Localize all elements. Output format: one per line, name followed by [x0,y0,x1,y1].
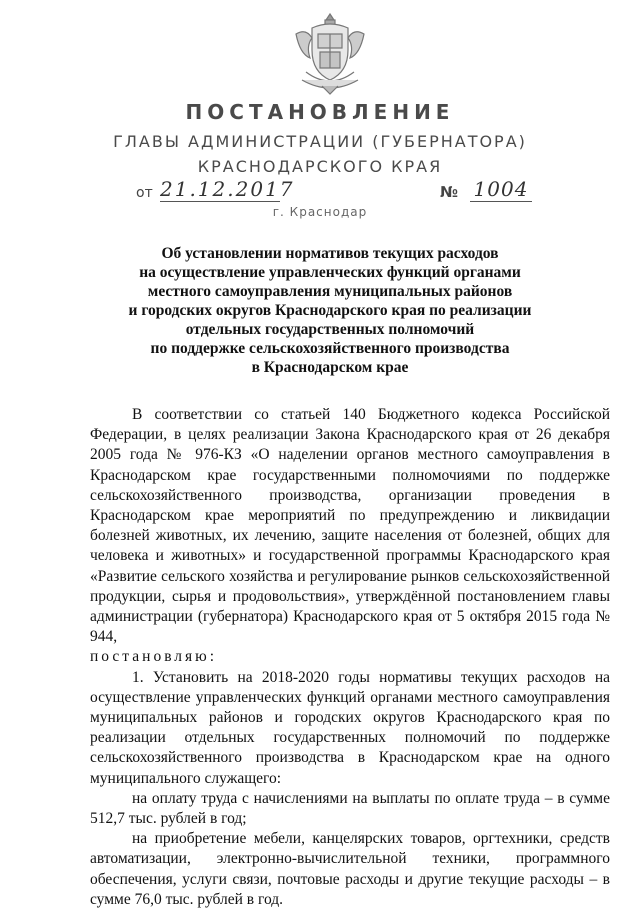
subject-line: и городских округов Краснодарского края по реализации [128,302,532,319]
date-label: от [136,185,153,201]
resolution-word: постановляю: [90,648,218,666]
document-subject [120,244,540,377]
item-1-paragraph: 1. Установить на 2018-2020 годы нормативы текущих расходов на осуществление управленческих функций органами местного самоуправления муниципальных районов и городских округов Краснодарского края по реализации отдельных государственных полномочий по поддержке сельскохозяйственного производства в Краснодарском крае на одного муниципального служащего: [90,668,610,787]
issuing-authority: ГЛАВЫ АДМИНИСТРАЦИИ (ГУБЕРНАТОРА) [113,132,527,151]
issue-city: г. Краснодар [272,205,368,219]
subject-line: отдельных государственных полномочий [185,321,475,338]
subject-line: в Краснодарском крае [251,359,409,376]
document-number: 1004 [470,177,532,202]
subject-line: на осуществление управленческих функций органами [139,264,521,281]
document-type-title: ПОСТАНОВЛЕНИЕ [185,100,455,124]
document-body [90,405,610,910]
coat-of-arms-icon [292,10,368,96]
document-date: 21.12.2017 [160,177,295,201]
subject-line: по поддержке сельскохозяйственного производства [150,340,510,357]
subject-line: Об установлении нормативов текущих расходов [161,245,499,262]
preamble-paragraph: В соответствии со статьей 140 Бюджетного кодекса Российской Федерации, в целях реализации Закона Краснодарского края от 26 декабря 2005 года № 976-КЗ «О наделении органов местного самоуправления в Краснодарском крае государственными полномочиями по поддержке сельскохозяйственного производства, организации проведения в Краснодарском крае мероприятий по предупреждению и ликвидации болезней животных, их лечению, защите населения от болезней, общих для человека и животных» и государственной программы Краснодарского края «Развитие сельского хозяйства и регулирование рынков сельскохозяйственной продукции, сырья и продовольствия», утверждённой постановлением главы администрации (губернатора) Краснодарского края от 5 октября 2015 года № 944, [90,406,610,646]
item-1-expenses-paragraph: на приобретение мебели, канцелярских товаров, оргтехники, средств автоматизации, электронно-вычислительной техники, программного обеспечения, услуги связи, почтовые расходы и другие текущие расходы – в сумме 76,0 тыс. рублей в год. [90,830,610,908]
item-1-salary-paragraph: на оплату труда с начислениями на выплаты по оплате труда – в сумме 512,7 тыс. рублей в год; [90,789,610,828]
subject-line: местного самоуправления муниципальных районов [147,283,513,300]
issuing-region: КРАСНОДАРСКОГО КРАЯ [197,157,443,176]
number-label: № [440,183,459,201]
